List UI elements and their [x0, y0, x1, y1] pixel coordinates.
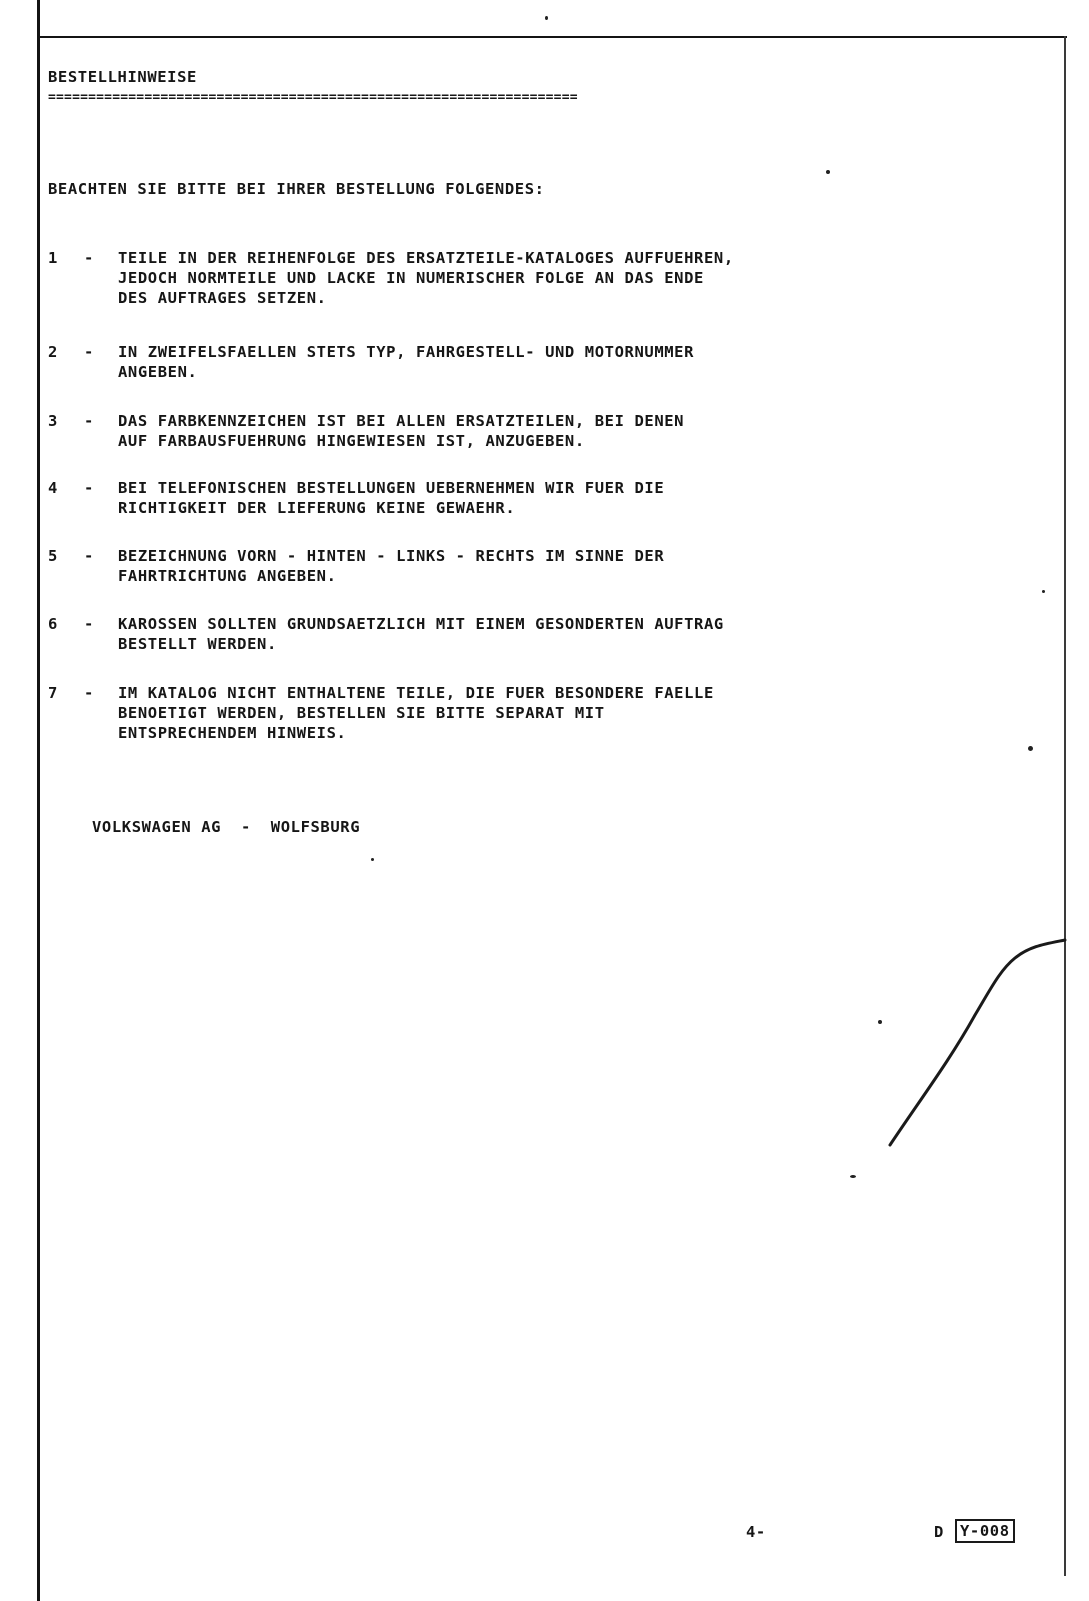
item-dash: -: [84, 479, 94, 497]
item-text: TEILE IN DER REIHENFOLGE DES ERSATZTEILE-KATALOGES AUFFUEHREN, JEDOCH NORMTEILE UND LACKE IN NUMERISCHER FOLGE AN DAS ENDE DES AUFTRAGES SETZEN.: [118, 249, 734, 307]
scan-speck: [1028, 746, 1033, 751]
instruction-item-2: [48, 342, 695, 422]
item-dash: -: [84, 249, 94, 267]
item-text: KAROSSEN SOLLTEN GRUNDSAETZLICH MIT EINEM GESONDERTEN AUFTRAG BESTELLT WERDEN.: [118, 615, 724, 653]
scan-speck: [545, 16, 548, 20]
intro-text: BEACHTEN SIE BITTE BEI IHRER BESTELLUNG FOLGENDES:: [48, 180, 545, 198]
page-heading: BESTELLHINWEISE: [48, 68, 197, 86]
pen-scratch-mark: [880, 930, 1070, 1160]
instruction-item-6: [48, 614, 724, 694]
item-dash: -: [84, 412, 94, 430]
item-text: BEI TELEFONISCHEN BESTELLUNGEN UEBERNEHMEN WIR FUER DIE RICHTIGKEIT DER LIEFERUNG KEINE GEWAEHR.: [118, 479, 665, 517]
item-number: 7: [48, 684, 58, 702]
instruction-item-7: [48, 683, 714, 763]
item-number: 3: [48, 412, 58, 430]
item-number: 1: [48, 249, 58, 267]
page-frame-left-border: [37, 0, 40, 1601]
item-number: 2: [48, 343, 58, 361]
item-text: IM KATALOG NICHT ENTHALTENE TEILE, DIE FUER BESONDERE FAELLE BENOETIGT WERDEN, BESTELLEN SIE BITTE SEPARAT MIT ENTSPRECHENDEM HINWEIS.: [118, 684, 714, 742]
doc-code-prefix: D: [934, 1523, 944, 1541]
page-frame-top-border: [37, 36, 1067, 38]
page-number: 4-: [746, 1523, 766, 1541]
scan-speck: [850, 1175, 856, 1178]
scan-speck: [371, 858, 374, 861]
scan-speck: [1042, 590, 1045, 593]
scan-speck: [826, 170, 830, 174]
item-number: 4: [48, 479, 58, 497]
doc-code-box: Y-008: [955, 1519, 1015, 1543]
page-frame-right-border: [1064, 36, 1066, 1576]
instruction-item-1: [48, 248, 734, 328]
item-text: IN ZWEIFELSFAELLEN STETS TYP, FAHRGESTELL- UND MOTORNUMMER ANGEBEN.: [118, 343, 695, 381]
footer-organization: VOLKSWAGEN AG - WOLFSBURG: [92, 818, 361, 836]
item-number: 6: [48, 615, 58, 633]
scan-speck: [878, 1020, 882, 1024]
item-dash: -: [84, 547, 94, 565]
item-dash: -: [84, 615, 94, 633]
item-text: BEZEICHNUNG VORN - HINTEN - LINKS - RECHTS IM SINNE DER FAHRTRICHTUNG ANGEBEN.: [118, 547, 665, 585]
item-dash: -: [84, 343, 94, 361]
item-text: DAS FARBKENNZEICHEN IST BEI ALLEN ERSATZTEILEN, BEI DENEN AUF FARBAUSFUEHRUNG HINGEWIESEN IST, ANZUGEBEN.: [118, 412, 685, 450]
item-number: 5: [48, 547, 58, 565]
item-dash: -: [84, 684, 94, 702]
heading-underline: ==================================================================: [48, 90, 578, 105]
